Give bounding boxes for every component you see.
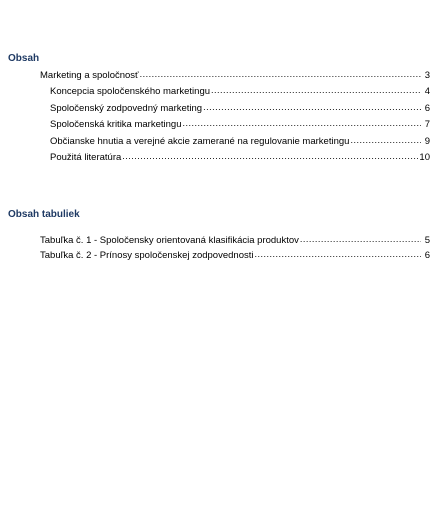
toc-entry-page-number: 3 xyxy=(424,69,430,81)
toc-entry-koncepcia[interactable] xyxy=(50,83,433,100)
toc-dot-leader xyxy=(140,66,421,84)
table-entry-title: Tabuľka č. 2 - Prínosy spoločenskej zodpovednosti xyxy=(40,249,254,261)
toc-entry-page-number: 9 xyxy=(424,135,430,147)
tables-heading: Obsah tabuliek xyxy=(8,209,80,220)
table-entry-2[interactable] xyxy=(40,248,433,263)
toc-entry-obcianske-hnutia[interactable] xyxy=(50,133,433,150)
toc-entry-title: Občianske hnutia a verejné akcie zamerané na regulovanie marketingu xyxy=(50,135,350,147)
toc-entry-title: Použitá literatúra xyxy=(50,152,122,163)
table-entry-page-number: 5 xyxy=(424,235,430,246)
toc-entry-page-number: 7 xyxy=(424,119,430,130)
tables-list xyxy=(0,233,433,262)
toc-dot-leader xyxy=(350,132,421,150)
toc-entry-page-number: 4 xyxy=(424,86,430,97)
table-entry-title: Tabuľka č. 1 - Spoločensky orientovaná klasifikácia produktov xyxy=(40,235,299,246)
toc-dot-leader xyxy=(300,232,421,248)
toc-entry-title: Spoločenský zodpovedný marketing xyxy=(50,102,203,114)
toc-entry-marketing-a-spolocnost[interactable] xyxy=(40,67,433,84)
toc-dot-leader xyxy=(254,247,421,263)
toc-entry-pouzita-literatura[interactable] xyxy=(50,149,433,166)
toc-entry-title: Spoločenská kritika marketingu xyxy=(50,119,182,130)
toc-dot-leader xyxy=(182,115,421,133)
toc-entry-spolocenska-kritika[interactable] xyxy=(50,116,433,133)
toc-dot-leader xyxy=(203,99,421,117)
toc-entry-title: Koncepcia spoločenského marketingu xyxy=(50,86,211,97)
toc-entry-page-number: 6 xyxy=(424,102,430,114)
toc-heading: Obsah xyxy=(8,53,40,64)
toc-entry-page-number: 10 xyxy=(419,152,430,163)
toc-entry-title: Marketing a spoločnosť xyxy=(40,69,139,81)
table-entry-1[interactable] xyxy=(40,233,433,248)
toc-dot-leader xyxy=(211,82,421,100)
toc-dot-leader xyxy=(122,148,418,166)
table-entry-page-number: 6 xyxy=(424,249,430,261)
toc-entry-zodpovedny-marketing[interactable] xyxy=(50,100,433,117)
toc-list xyxy=(0,67,433,166)
